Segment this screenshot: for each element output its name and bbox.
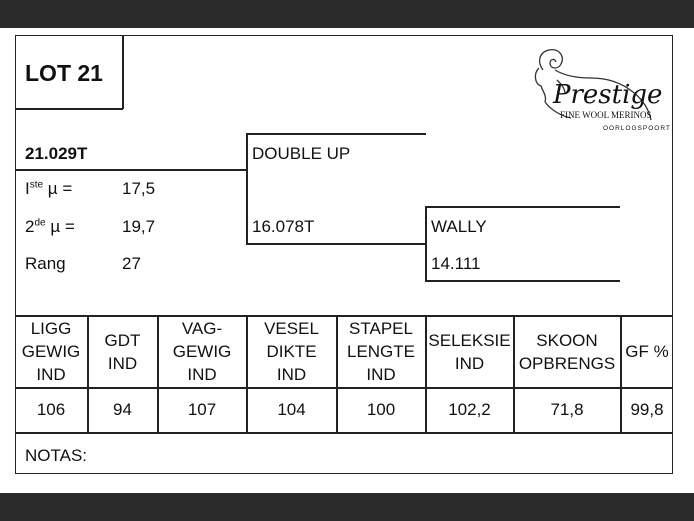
double-up-bottom-line (246, 243, 426, 245)
logo-subtitle: FINE WOOL MERINOS (560, 110, 652, 120)
header-gf-percent: GF % (625, 342, 669, 361)
value-stapel-lengte-ind: 100 (366, 400, 396, 419)
value-ligg-gewig-ind: 106 (36, 400, 66, 419)
header-ligg-gewig-ind: LIGG GEWIG IND (21, 319, 81, 384)
sire-id: 21.029T (25, 144, 88, 163)
double-up-label: DOUBLE UP (252, 144, 351, 163)
mu2-value: 19,7 (122, 217, 156, 236)
header-seleksie-ind: SELEKSIE IND (428, 330, 511, 373)
mu1-label: Iste µ = (25, 179, 73, 198)
header-skoon-opbrengs: SKOON OPBRENGS (518, 330, 616, 373)
rang-value: 27 (122, 254, 141, 273)
header-vag-gewig-ind: VAG- GEWIG IND (172, 319, 232, 384)
lot-title: LOT 21 (25, 60, 103, 86)
value-vag-gewig-ind: 107 (187, 400, 217, 419)
table-bottom-line (15, 432, 673, 434)
wally-top-line (425, 206, 620, 208)
notes-label: NOTAS: (25, 446, 88, 465)
double-up-id: 16.078T (252, 217, 315, 236)
value-vesel-dikte-ind: 104 (277, 400, 306, 419)
double-up-left-line (246, 133, 248, 244)
header-stapel-lengte-ind: STAPEL LENGTE IND (346, 319, 416, 384)
header-vesel-dikte-ind: VESEL DIKTE IND (264, 319, 319, 384)
value-seleksie-ind: 102,2 (448, 400, 491, 419)
wally-id: 14.111 (431, 254, 481, 273)
mu1-value: 17,5 (122, 179, 156, 198)
sire-id-underline (15, 169, 247, 171)
header-gdt-ind: GDT IND (104, 330, 141, 373)
wally-bottom-line (425, 280, 620, 282)
double-up-top-line (246, 133, 426, 135)
wally-left-line (425, 206, 427, 281)
wally-label: WALLY (431, 217, 487, 236)
rang-label: Rang (25, 254, 66, 273)
mu2-label: 2de µ = (25, 217, 75, 236)
value-gdt-ind: 94 (113, 400, 132, 419)
logo-script-text: Prestige (553, 80, 663, 110)
logo-location: OORLOGSPOORT (603, 125, 671, 132)
value-gf-percent: 99,8 (630, 400, 664, 419)
lot-box-bottom-border (15, 108, 123, 110)
value-skoon-opbrengs: 71,8 (550, 400, 584, 419)
lot-card (0, 28, 694, 493)
lot-box-right-border (122, 35, 124, 109)
